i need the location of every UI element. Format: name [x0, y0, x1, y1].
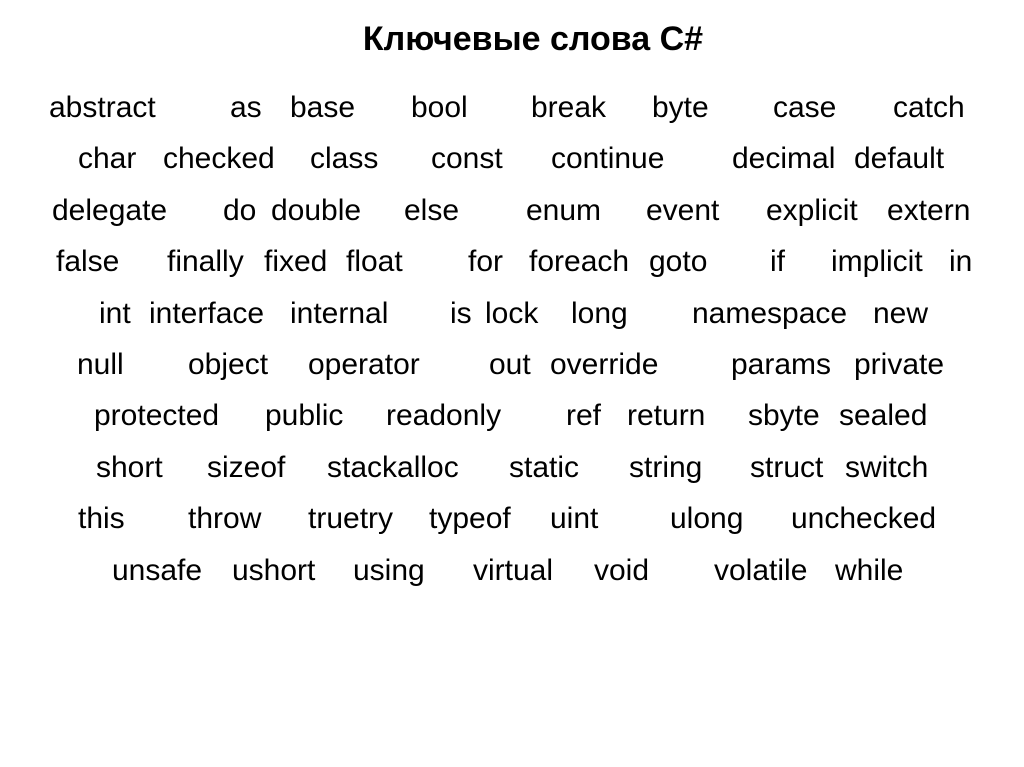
keyword: catch	[893, 91, 965, 124]
keyword: ref	[566, 399, 602, 432]
keyword: default	[854, 142, 945, 175]
keyword: public	[265, 399, 344, 432]
keyword: struct	[750, 451, 824, 484]
keyword: finally	[167, 245, 244, 278]
keyword-line	[0, 191, 1024, 231]
keyword: continue	[551, 142, 665, 175]
keyword: sbyte	[748, 399, 820, 432]
keyword: is	[450, 297, 472, 330]
keyword: lock	[485, 297, 539, 330]
keyword: using	[353, 554, 425, 587]
keyword: void	[594, 554, 650, 587]
keyword: private	[854, 348, 945, 381]
keyword: ushort	[232, 554, 316, 587]
keyword: null	[77, 348, 124, 381]
keyword: uint	[550, 502, 599, 535]
keyword: const	[431, 142, 503, 175]
keyword: static	[509, 451, 580, 484]
keyword: for	[468, 245, 504, 278]
keyword: event	[646, 194, 720, 227]
keyword: foreach	[529, 245, 630, 278]
keyword: explicit	[766, 194, 858, 227]
keyword: bool	[411, 91, 468, 124]
keyword: object	[188, 348, 269, 381]
keyword: base	[290, 91, 356, 124]
keyword-line	[0, 448, 1024, 488]
keyword: int	[99, 297, 131, 330]
keyword-line	[0, 499, 1024, 539]
keyword: fixed	[264, 245, 328, 278]
keyword: char	[78, 142, 137, 175]
keyword: short	[96, 451, 163, 484]
keyword: byte	[652, 91, 709, 124]
keyword-line	[0, 88, 1024, 128]
keyword: if	[770, 245, 785, 278]
keyword: protected	[94, 399, 220, 432]
keyword-line	[0, 396, 1024, 436]
slide-title: Ключевые слова C#	[362, 20, 704, 58]
keyword: operator	[308, 348, 420, 381]
keyword: float	[346, 245, 403, 278]
keyword: checked	[163, 142, 275, 175]
keyword: long	[571, 297, 628, 330]
keyword-line	[0, 551, 1024, 591]
keyword: truetry	[308, 502, 394, 535]
keyword: unsafe	[112, 554, 203, 587]
keyword: return	[627, 399, 706, 432]
keyword: double	[271, 194, 362, 227]
keyword: string	[629, 451, 703, 484]
keyword-line	[0, 345, 1024, 385]
keyword-line	[0, 139, 1024, 179]
keyword: virtual	[473, 554, 554, 587]
keyword: sealed	[839, 399, 928, 432]
keyword: readonly	[386, 399, 502, 432]
keyword-line	[0, 294, 1024, 334]
keyword: abstract	[49, 91, 156, 124]
keyword: class	[310, 142, 379, 175]
keyword: false	[56, 245, 120, 278]
keyword: in	[949, 245, 973, 278]
keyword: interface	[149, 297, 265, 330]
keyword: case	[773, 91, 837, 124]
keyword: internal	[290, 297, 389, 330]
keyword: as	[230, 91, 262, 124]
keyword: override	[550, 348, 659, 381]
keyword: ulong	[670, 502, 744, 535]
keyword: out	[489, 348, 531, 381]
keyword: this	[78, 502, 125, 535]
keyword: volatile	[714, 554, 808, 587]
keyword-line	[0, 242, 1024, 282]
keyword: new	[873, 297, 929, 330]
keyword: do	[223, 194, 257, 227]
keyword: else	[404, 194, 460, 227]
keyword: stackalloc	[327, 451, 459, 484]
keyword: decimal	[732, 142, 836, 175]
keyword: goto	[649, 245, 708, 278]
keyword: throw	[188, 502, 262, 535]
keyword: namespace	[692, 297, 848, 330]
keyword: switch	[845, 451, 929, 484]
keyword: enum	[526, 194, 602, 227]
keyword: implicit	[831, 245, 923, 278]
keyword: break	[531, 91, 607, 124]
keyword: delegate	[52, 194, 168, 227]
keyword: while	[835, 554, 904, 587]
keyword: typeof	[429, 502, 511, 535]
keyword: sizeof	[207, 451, 286, 484]
keyword: params	[731, 348, 832, 381]
keyword: extern	[887, 194, 971, 227]
keyword: unchecked	[791, 502, 937, 535]
